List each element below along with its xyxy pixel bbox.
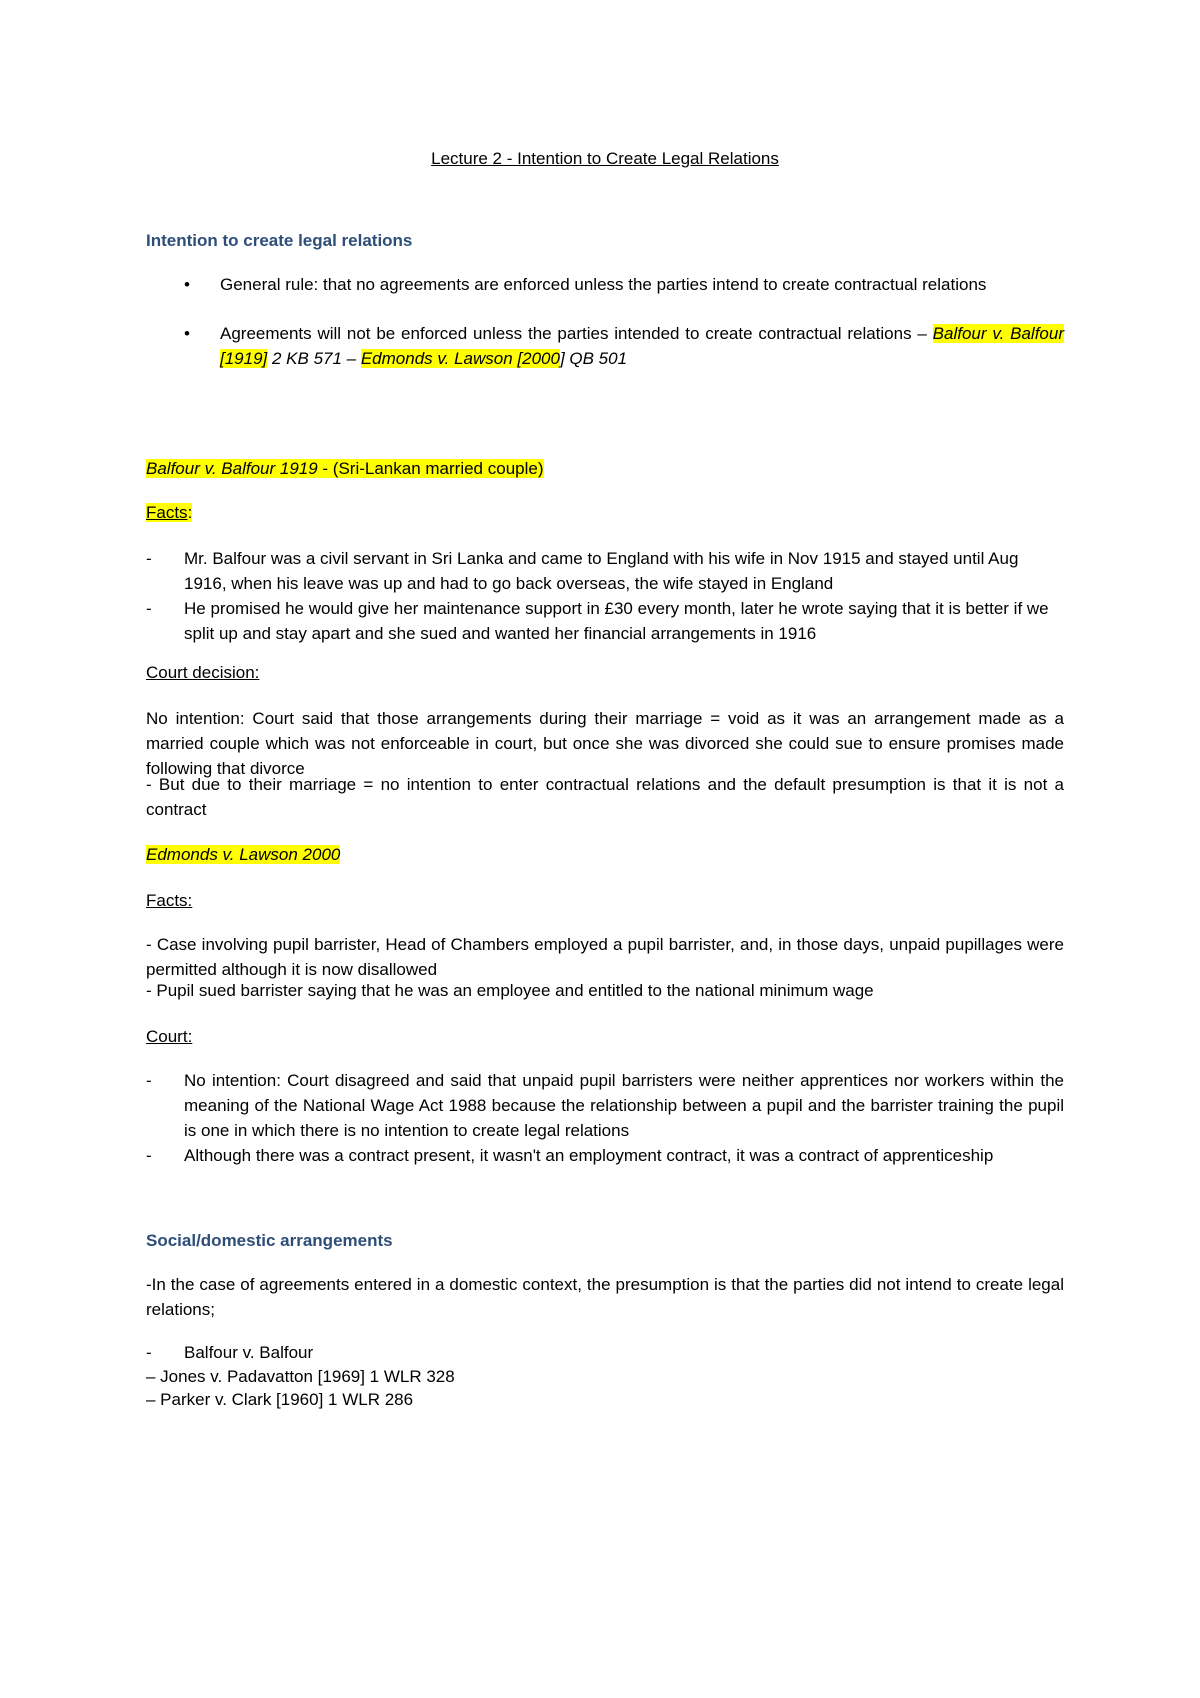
section-heading-social: Social/domestic arrangements <box>146 1231 393 1250</box>
list-item <box>146 596 1064 646</box>
case-item: – Parker v. Clark [1960] 1 WLR 286 <box>146 1390 414 1409</box>
dash-icon: - <box>146 1343 152 1362</box>
facts-heading <box>146 500 1064 525</box>
court-decision-text: No intention: Court said that those arrangements during their marriage = void as it was an arrangement made as a married couple which was not enforceable in court, but once she was divorced she could sue to ensure promises made following that divorce <box>146 709 1064 778</box>
balfour-facts-list <box>146 546 1064 646</box>
list-item <box>146 1340 1064 1365</box>
list-item <box>146 321 1064 371</box>
document-page <box>146 0 1064 1698</box>
bullet-icon: • <box>184 275 190 294</box>
social-cases-list <box>146 1340 1064 1365</box>
case-name: Balfour v. Balfour 1919 <box>146 459 318 478</box>
intention-bullet-list <box>146 272 1064 395</box>
bullet-text: General rule: that no agreements are enforced unless the parties intend to create contractual relations <box>220 275 987 294</box>
edmonds-facts-text-2: - Pupil sued barrister saying that he was an employee and entitled to the national minimum wage <box>146 981 874 1000</box>
facts-label: Facts <box>146 503 188 522</box>
page-title: Lecture 2 - Intention to Create Legal Relations <box>431 149 779 168</box>
court-decision-text-2: - But due to their marriage = no intention to enter contractual relations and the default presumption is that it is not a contract <box>146 775 1064 819</box>
dash-icon: - <box>146 549 152 568</box>
case-item: Balfour v. Balfour <box>184 1343 314 1362</box>
edmonds-court-list <box>146 1068 1064 1168</box>
case-citation-balfour: Balfour v. Balfour [1919] <box>220 324 1064 368</box>
dash-icon: - <box>146 1071 152 1090</box>
social-intro-text: -In the case of agreements entered in a domestic context, the presumption is that the parties did not intend to create legal relations; <box>146 1275 1064 1319</box>
case-heading-balfour <box>146 456 544 481</box>
facts-heading-edmonds: Facts: <box>146 891 193 910</box>
fact-text: Mr. Balfour was a civil servant in Sri Lanka and came to England with his wife in Nov 1915 and stayed until Aug 1916, when his leave was up and had to go back overseas, the wife stayed in England <box>184 549 1019 593</box>
bullet-text-lead: Agreements will not be enforced unless the parties intended to create contractual relations – <box>220 324 933 343</box>
case-name: Edmonds v. Lawson 2000 <box>146 845 341 864</box>
bullet-icon: • <box>184 324 190 343</box>
citation-ref: ] QB 501 <box>559 349 628 368</box>
fact-text: He promised he would give her maintenance support in £30 every month, later he wrote saying that it is better if we split up and stay apart and she sued and wanted her financial arrangements in 1916 <box>184 599 1049 643</box>
citation-ref: 2 KB 571 – <box>267 349 361 368</box>
facts-colon: : <box>187 503 193 522</box>
list-item <box>146 272 1064 297</box>
case-heading-edmonds <box>146 842 340 867</box>
dash-icon: - <box>146 1146 152 1165</box>
court-text: No intention: Court disagreed and said that unpaid pupil barristers were neither apprentices nor workers within the meaning of the National Wage Act 1988 because the relationship between a pupil and the barrister training the pupil is one in which there is no intention to create legal relations <box>184 1071 1064 1140</box>
list-item <box>146 546 1064 596</box>
court-heading-edmonds: Court: <box>146 1027 193 1046</box>
edmonds-facts-text: - Case involving pupil barrister, Head of Chambers employed a pupil barrister, and, in those days, unpaid pupillages were permitted although it is now disallowed <box>146 935 1064 979</box>
court-text: Although there was a contract present, it wasn't an employment contract, it was a contract of apprenticeship <box>184 1146 994 1165</box>
dash-icon: - <box>146 599 152 618</box>
case-citation-edmonds: Edmonds v. Lawson [2000 <box>360 349 560 368</box>
section-heading-intention: Intention to create legal relations <box>146 231 413 250</box>
list-item <box>146 1143 1064 1168</box>
case-item: – Jones v. Padavatton [1969] 1 WLR 328 <box>146 1367 455 1386</box>
court-decision-heading: Court decision: <box>146 663 260 682</box>
case-note: - (Sri-Lankan married couple) <box>317 459 544 478</box>
list-item <box>146 1068 1064 1143</box>
